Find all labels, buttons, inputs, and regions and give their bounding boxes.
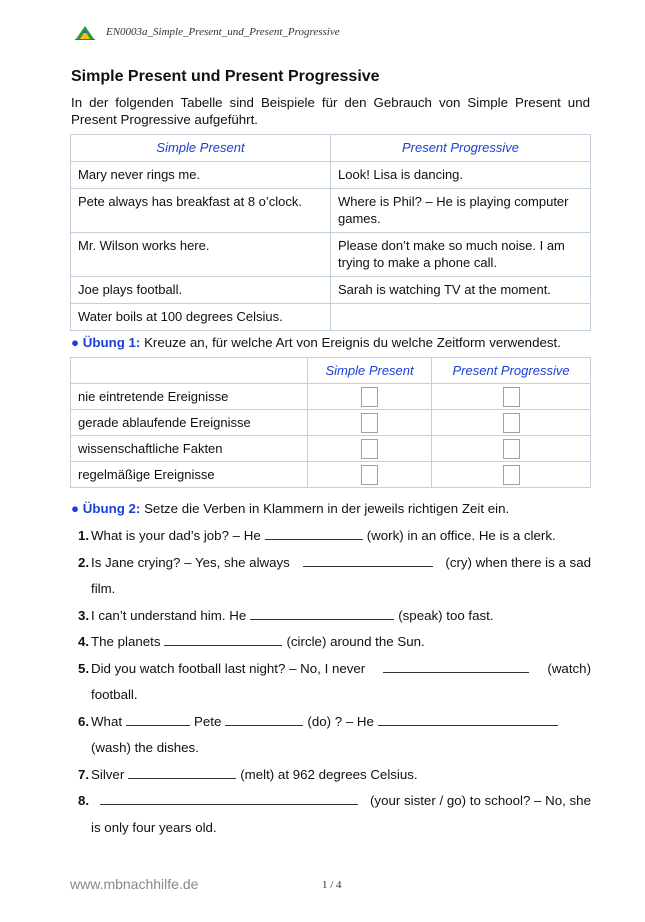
- header-simple-present: Simple Present: [71, 135, 331, 162]
- item-number: 7.: [78, 766, 90, 782]
- list-item: [78, 629, 591, 656]
- item-number: 5.: [78, 660, 90, 676]
- list-item: [78, 523, 591, 550]
- page-header: [74, 22, 340, 42]
- table-row: [71, 304, 591, 331]
- item-text: (melt) at 962 degrees Celsius.: [240, 766, 418, 782]
- answer-blank[interactable]: [303, 554, 433, 567]
- examples-table: [70, 134, 591, 331]
- table-row: [71, 384, 591, 410]
- footer-website: www.mbnachhilfe.de: [70, 876, 199, 892]
- item-number: 1.: [78, 528, 90, 543]
- item-text: I can’t understand him. He: [91, 607, 247, 623]
- bullet-icon: ●: [71, 501, 80, 516]
- table-row: [71, 189, 591, 233]
- item-text: (do) ? – He: [307, 713, 374, 729]
- empty-header: [71, 358, 308, 384]
- list-item: [78, 550, 591, 577]
- table-row: [71, 436, 591, 462]
- header-present-progressive: Present Progressive: [331, 135, 591, 162]
- item-text: (circle) around the Sun.: [286, 634, 425, 649]
- bullet-icon: ●: [71, 335, 80, 350]
- event-label: regelmäßige Ereignisse: [71, 462, 308, 488]
- list-item: [78, 709, 591, 736]
- answer-blank[interactable]: [265, 527, 363, 540]
- exercise1-instruction: [71, 334, 561, 351]
- table-row: [71, 233, 591, 277]
- checkbox-simple-present[interactable]: [361, 465, 378, 485]
- table-cell: Pete always has breakfast at 8 o’clock.: [71, 189, 331, 233]
- item-text: film.: [91, 581, 116, 596]
- item-number: 4.: [78, 634, 90, 649]
- table-row: [71, 462, 591, 488]
- item-text: (cry) when there is a sad: [445, 554, 591, 570]
- table-row: [71, 277, 591, 304]
- event-label: nie eintretende Ereignisse: [71, 384, 308, 410]
- checkbox-present-progressive[interactable]: [503, 465, 520, 485]
- page-title: Simple Present und Present Progressive: [71, 68, 380, 85]
- item-text: Is Jane crying? – Yes, she always: [91, 554, 290, 570]
- table-header-row: [71, 358, 591, 384]
- file-name: EN0003a_Simple_Present_und_Present_Progressive: [106, 26, 340, 38]
- list-item-continuation: [78, 682, 591, 709]
- item-text: football.: [91, 687, 138, 702]
- table-header-row: [71, 135, 591, 162]
- answer-blank[interactable]: [250, 607, 394, 620]
- item-number: 8.: [78, 793, 90, 808]
- item-number: 3.: [78, 607, 90, 623]
- event-label: gerade ablaufende Ereignisse: [71, 410, 308, 436]
- event-label: wissenschaftliche Fakten: [71, 436, 308, 462]
- answer-blank[interactable]: [126, 713, 190, 726]
- list-item: [78, 603, 591, 630]
- list-item-continuation: [78, 815, 591, 842]
- item-number: 6.: [78, 713, 90, 729]
- table-cell: Where is Phil? – He is playing computer games.: [331, 189, 591, 233]
- exercise2-text: Setze die Verben in Klammern in der jeweils richtigen Zeit ein.: [144, 501, 510, 516]
- exercise1-text: Kreuze an, für welche Art von Ereignis du welche Zeitform verwendest.: [144, 335, 561, 350]
- header-simple-present: Simple Present: [308, 358, 432, 384]
- answer-blank[interactable]: [225, 713, 303, 726]
- item-text: (wash) the dishes.: [91, 740, 199, 755]
- list-item-continuation: [78, 735, 591, 762]
- list-item: [78, 788, 591, 815]
- answer-blank[interactable]: [378, 713, 558, 726]
- checkbox-present-progressive[interactable]: [503, 387, 520, 407]
- footer-page-number: 1 / 4: [322, 879, 342, 891]
- exercise1-label: Übung 1:: [82, 335, 141, 350]
- answer-blank[interactable]: [128, 766, 236, 779]
- table-cell: Look! Lisa is dancing.: [331, 162, 591, 189]
- item-text: (watch): [547, 660, 591, 676]
- answer-blank[interactable]: [164, 633, 282, 646]
- table-row: [71, 410, 591, 436]
- list-item-continuation: [78, 576, 591, 603]
- exercise2-list: [78, 523, 591, 841]
- item-text: Silver: [91, 766, 125, 782]
- table-cell: Water boils at 100 degrees Celsius.: [71, 304, 331, 331]
- item-text: (speak) too fast.: [398, 607, 494, 623]
- item-text: (your sister / go) to school? – No, she: [370, 793, 591, 808]
- intro-text: In der folgenden Tabelle sind Beispiele für den Gebrauch von Simple Present und Present Progressive aufgeführt.: [71, 95, 590, 127]
- header-present-progressive: Present Progressive: [432, 358, 591, 384]
- answer-blank[interactable]: [383, 660, 529, 673]
- exercise1-table: [70, 357, 591, 488]
- exercise2-instruction: [71, 500, 509, 517]
- answer-blank[interactable]: [100, 792, 358, 805]
- list-item: [78, 656, 591, 683]
- item-text: Pete: [194, 713, 222, 729]
- checkbox-present-progressive[interactable]: [503, 439, 520, 459]
- list-item: [78, 762, 591, 789]
- item-text: (work) in an office. He is a clerk.: [366, 528, 556, 543]
- item-text: Did you watch football last night? – No, I never: [91, 660, 366, 676]
- table-row: [71, 162, 591, 189]
- checkbox-present-progressive[interactable]: [503, 413, 520, 433]
- item-number: 2.: [78, 554, 90, 570]
- item-text: What is your dad’s job? – He: [91, 528, 261, 543]
- exercise2-label: Übung 2:: [82, 501, 141, 516]
- checkbox-simple-present[interactable]: [361, 387, 378, 407]
- checkbox-simple-present[interactable]: [361, 413, 378, 433]
- mbnachhilfe-logo-icon: [74, 24, 96, 40]
- table-cell: Sarah is watching TV at the moment.: [331, 277, 591, 304]
- table-cell: Mary never rings me.: [71, 162, 331, 189]
- table-cell: [331, 304, 591, 331]
- table-cell: Joe plays football.: [71, 277, 331, 304]
- checkbox-simple-present[interactable]: [361, 439, 378, 459]
- item-text: The planets: [91, 634, 161, 649]
- item-text: What: [91, 713, 123, 729]
- table-cell: Please don’t make so much noise. I am trying to make a phone call.: [331, 233, 591, 277]
- item-text: is only four years old.: [91, 819, 217, 835]
- table-cell: Mr. Wilson works here.: [71, 233, 331, 277]
